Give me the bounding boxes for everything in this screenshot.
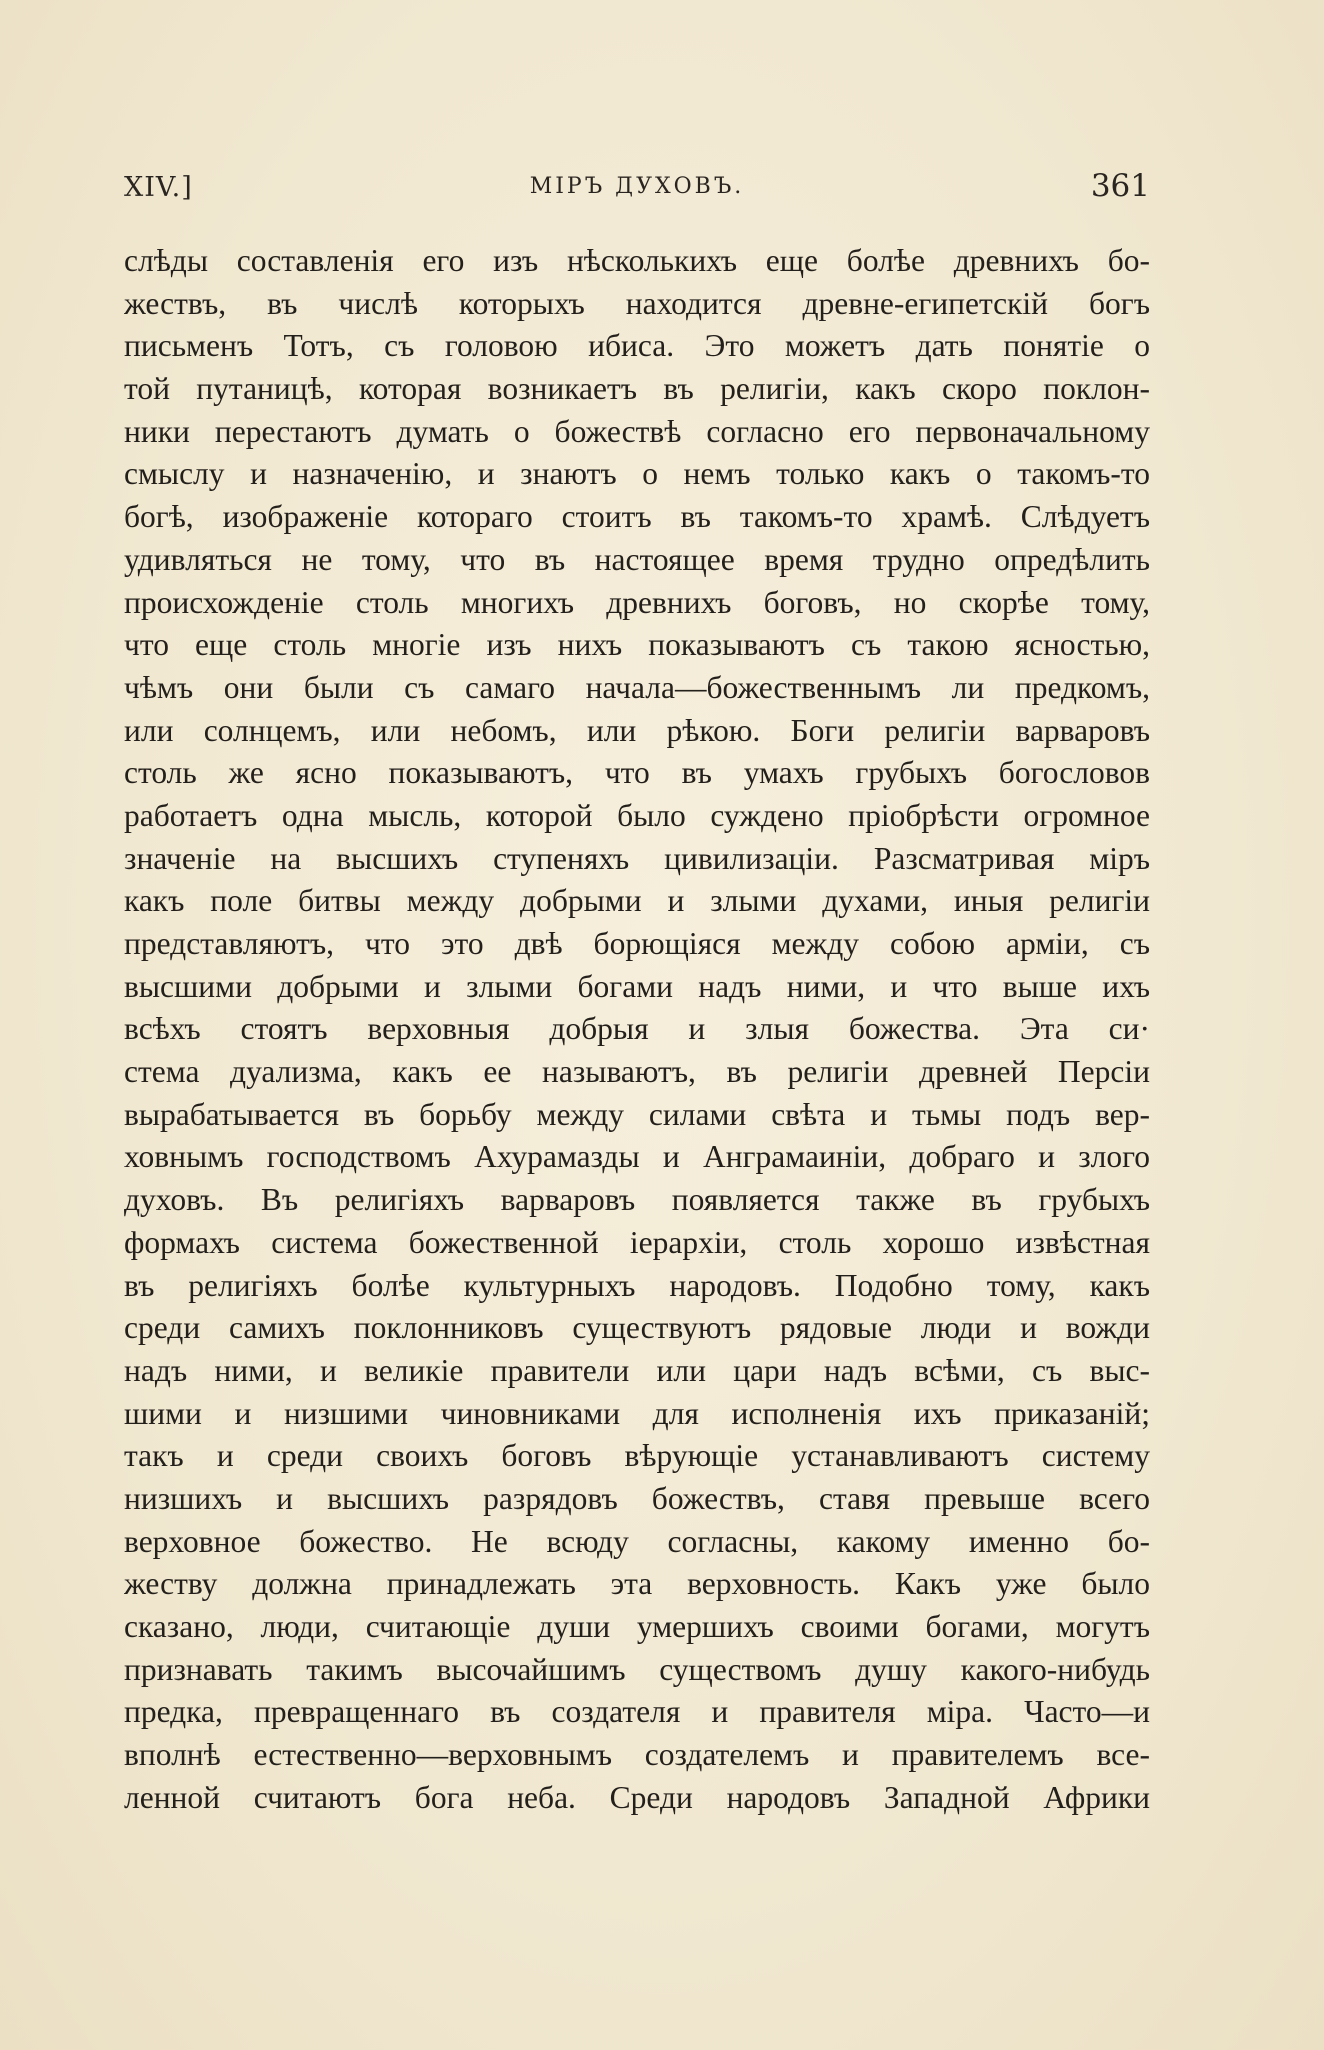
text-line: той путаницѣ, которая возникаетъ въ религіи, какъ скоро поклон-: [124, 371, 1150, 407]
text-line: такъ и среди своихъ боговъ вѣрующіе устанавливаютъ систему: [124, 1438, 1150, 1474]
running-title: МІРЪ ДУХОВЪ.: [529, 174, 745, 199]
text-line: ленной считаютъ бога неба. Среди народовъ Западной Африки: [124, 1779, 1150, 1815]
text-line: представляютъ, что это двѣ борющіяся между собою арміи, съ: [124, 926, 1150, 961]
text-line: низшихъ и высшихъ разрядовъ божествъ, ставя превыше всего: [124, 1480, 1150, 1516]
text-line: работаетъ одна мысль, которой было суждено пріобрѣсти огромное: [124, 797, 1150, 833]
chapter-number: XIV.]: [124, 172, 193, 203]
text-line: значеніе на высшихъ ступеняхъ цивилизаціи. Разсматривая міръ: [124, 840, 1150, 876]
text-line: среди самихъ поклонниковъ существуютъ рядовые люди и вожди: [124, 1310, 1150, 1346]
text-line: столь же ясно показываютъ, что въ умахъ грубыхъ богословов: [124, 755, 1150, 791]
text-line: ники перестаютъ думать о божествѣ согласно его первоначальному: [124, 413, 1150, 449]
body-text: [124, 240, 1150, 1819]
text-line: верховное божество. Не всюду согласны, какому именно бо-: [124, 1523, 1150, 1559]
text-line: слѣды составленія его изъ нѣсколькихъ еще болѣе древнихъ бо-: [124, 243, 1150, 278]
text-line: происхожденіе столь многихъ древнихъ боговъ, но скорѣе тому,: [124, 584, 1150, 620]
text-line: надъ ними, и великіе правители или цари надъ всѣми, съ выс-: [124, 1352, 1150, 1388]
text-line: сказано, люди, считающіе души умершихъ своими богами, могутъ: [124, 1609, 1150, 1644]
text-line: признавать такимъ высочайшимъ существомъ душу какого-нибудь: [124, 1651, 1150, 1687]
text-line: вполнѣ естественно—верховнымъ создателемъ и правителемъ все-: [124, 1737, 1150, 1773]
text-line: всѣхъ стоятъ верховныя добрыя и злыя божества. Эта си·: [124, 1011, 1150, 1047]
text-line: или солнцемъ, или небомъ, или рѣкою. Боги религіи варваровъ: [124, 712, 1150, 748]
text-line: вырабатывается въ борьбу между силами свѣта и тьмы подъ вер-: [124, 1096, 1150, 1132]
text-line: жеству должна принадлежать эта верховность. Какъ уже было: [124, 1566, 1150, 1602]
text-line: формахъ система божественной іерархіи, столь хорошо извѣстная: [124, 1224, 1150, 1260]
text-line: въ религіяхъ болѣе культурныхъ народовъ. Подобно тому, какъ: [124, 1267, 1150, 1303]
text-line: предка, превращеннаго въ создателя и правителя міра. Часто—и: [124, 1694, 1150, 1730]
text-line: стема дуализма, какъ ее называютъ, въ религіи древней Персіи: [124, 1054, 1150, 1090]
text-line: смыслу и назначенію, и знаютъ о немъ только какъ о такомъ-то: [124, 456, 1150, 492]
text-line: духовъ. Въ религіяхъ варваровъ появляется также въ грубыхъ: [124, 1182, 1150, 1218]
text-line: какъ поле битвы между добрыми и злыми духами, иныя религіи: [124, 883, 1150, 919]
text-line: письменъ Тотъ, съ головою ибиса. Это можетъ дать понятіе о: [124, 328, 1150, 364]
text-line: что еще столь многіе изъ нихъ показываютъ съ такою ясностью,: [124, 627, 1150, 663]
text-line: богѣ, изображеніе котораго стоитъ въ такомъ-то храмѣ. Слѣдуетъ: [124, 499, 1150, 535]
text-line: высшими добрыми и злыми богами надъ ними, и что выше ихъ: [124, 968, 1150, 1004]
text-line: удивляться не тому, что въ настоящее время трудно опредѣлить: [124, 541, 1150, 577]
page-header: [124, 168, 1150, 212]
text-line: жествъ, въ числѣ которыхъ находится древне-египетскій богъ: [124, 285, 1150, 321]
text-line: шими и низшими чиновниками для исполненія ихъ приказаній;: [124, 1395, 1150, 1431]
text-line: ховнымъ господствомъ Ахурамазды и Анграмаиніи, добраго и злого: [124, 1139, 1150, 1175]
text-line: чѣмъ они были съ самаго начала—божественнымъ ли предкомъ,: [124, 669, 1150, 705]
page-number: 361: [1090, 168, 1150, 204]
